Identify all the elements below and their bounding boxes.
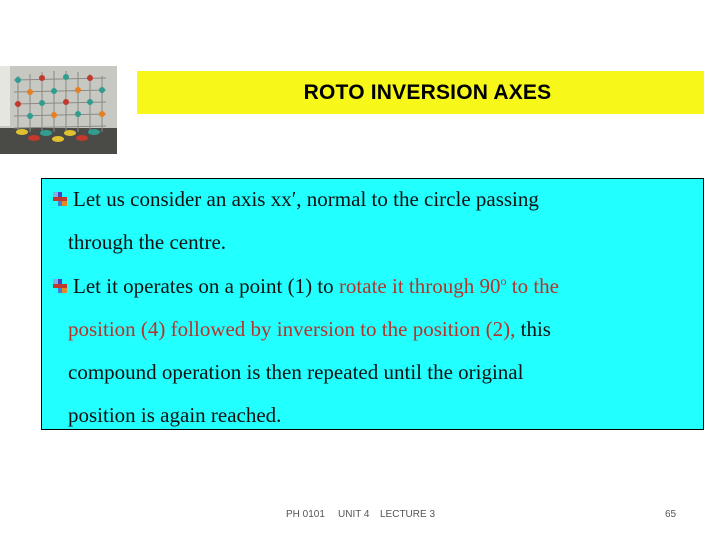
- colored-square-bullet-icon: [53, 192, 67, 206]
- slide-title: ROTO INVERSION AXES: [303, 80, 552, 104]
- footer-unit: UNIT 4: [338, 509, 370, 520]
- body-line-5: compound operation is then repeated until the original: [68, 360, 524, 384]
- body-line-3-highlight: rotate it through 90: [338, 274, 501, 298]
- degree-mark: o: [500, 274, 507, 288]
- footer-lecture: LECTURE 3: [380, 509, 436, 520]
- body-line-4: [68, 317, 551, 342]
- body-line-3: [73, 274, 559, 299]
- body-line-3-highlight-end: to the: [506, 274, 559, 298]
- colored-square-bullet-icon: [53, 279, 67, 293]
- body-line-1: Let us consider an axis xx′, normal to the circle passing: [73, 187, 539, 211]
- content-box: [41, 178, 704, 430]
- footer-course: PH 0101: [286, 509, 325, 520]
- body-line-4-highlight: position (4) followed by inversion to the position (2),: [68, 317, 521, 341]
- crystal-lattice-image: [0, 66, 117, 154]
- body-line-4-plain: this: [520, 317, 551, 341]
- title-banner: [137, 71, 704, 114]
- page-number: 65: [665, 509, 677, 520]
- body-line-6: position is again reached.: [68, 403, 282, 427]
- body-line-3-plain: Let it operates on a point (1) to: [73, 274, 339, 298]
- body-line-2: through the centre.: [68, 230, 227, 254]
- crystal-lattice-model-image: [0, 66, 117, 154]
